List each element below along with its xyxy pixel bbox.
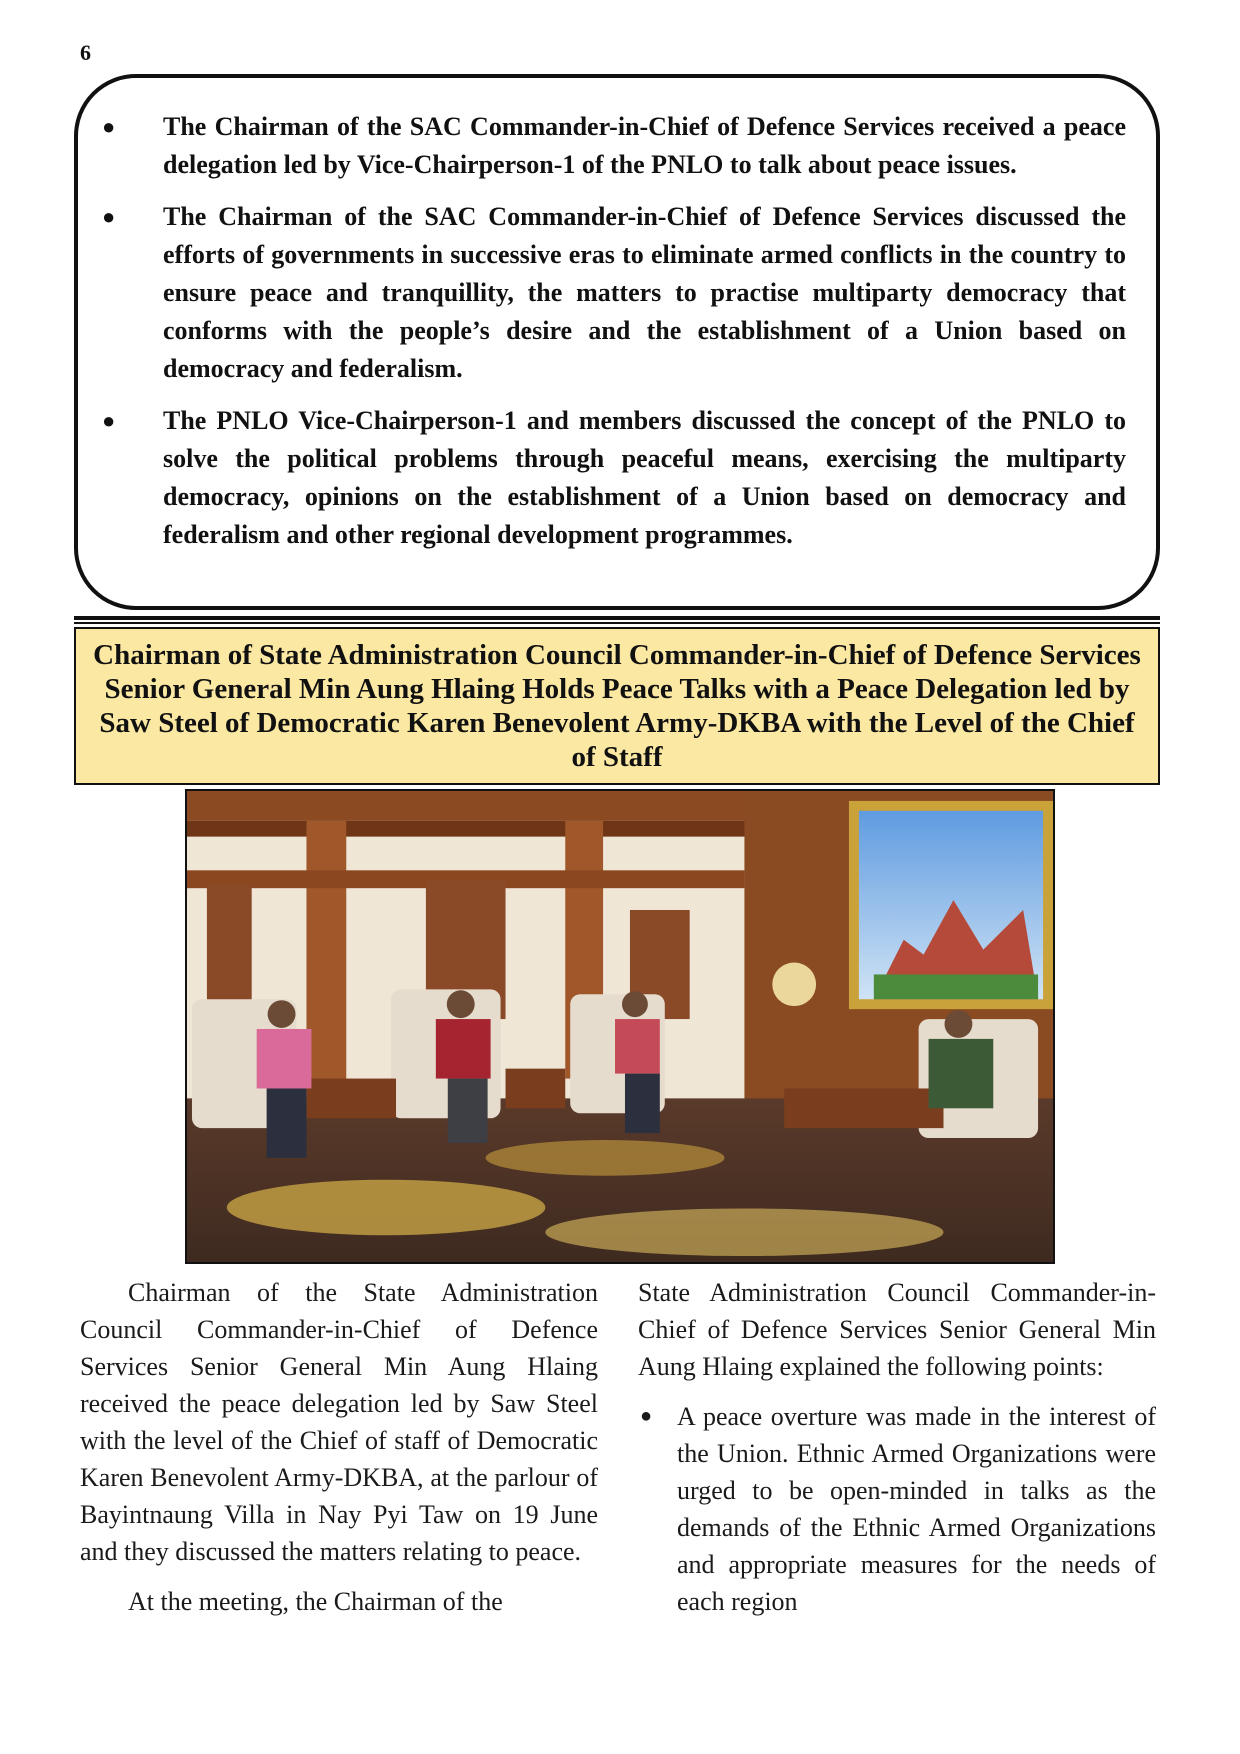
summary-bullet-text: The PNLO Vice-Chairperson-1 and members discussed the concept of the PNLO to solve the political problems through peaceful means, exercising the multiparty democracy, opinions on the establishment of a Union based on democracy and federalism and other regional development programmes. (163, 406, 1126, 549)
summary-bullet-text: The Chairman of the SAC Commander-in-Chief of Defence Services discussed the efforts of governments in successive eras to eliminate armed conflicts in the country to ensure peace and tranquillity, the matters to practise multiparty democracy that conforms with the people’s desire and the establishment of a Union based on democracy and federalism. (163, 202, 1126, 383)
summary-box (74, 74, 1160, 610)
article-bullet (638, 1398, 1156, 1620)
article-paragraph: State Administration Council Commander-in-Chief of Defence Services Senior General Min Aung Hlaing explained the following points: (638, 1278, 1156, 1381)
summary-bullet (98, 108, 1126, 184)
article-paragraph: At the meeting, the Chairman of the (128, 1587, 503, 1616)
article-bullet-list (638, 1398, 1156, 1620)
bullet-icon: ● (102, 204, 116, 229)
summary-bullet-text: The Chairman of the SAC Commander-in-Chief of Defence Services received a peace delegation led by Vice-Chairperson-1 of the PNLO to talk about peace issues. (163, 112, 1126, 179)
divider-rule (74, 616, 1160, 620)
bullet-icon: ● (102, 408, 116, 433)
headline-title: Chairman of State Administration Council Commander-in-Chief of Defence Services Senior General Min Aung Hlaing Holds Peace Talks with a Peace Delegation led by Saw Steel of Democratic Karen Benevolent Army-DKBA with the Level of the Chief of Staff (93, 639, 1141, 773)
summary-list (98, 108, 1126, 554)
article-paragraph: Chairman of the State Administration Council Commander-in-Chief of Defence Services Senior General Min Aung Hlaing received the peace delegation led by Saw Steel with the level of the Chief of staff of Democratic Karen Benevolent Army-DKBA, at the parlour of Bayintnaung Villa in Nay Pyi Taw on 19 June and they discussed the matters relating to peace. (80, 1278, 598, 1566)
bullet-icon: ● (102, 114, 116, 139)
divider-rule (74, 622, 1160, 624)
bullet-icon: ● (640, 1405, 653, 1427)
article-right-column (638, 1274, 1156, 1620)
headline-box (74, 627, 1160, 785)
article-bullet-text: A peace overture was made in the interest of the Union. Ethnic Armed Organizations were urged to be open-minded in talks as the demands of the Ethnic Armed Organizations and appropriate measures for the needs of each region (677, 1402, 1156, 1616)
article-left-column (80, 1274, 598, 1633)
page-number: 6 (80, 40, 91, 65)
meeting-photo (185, 789, 1055, 1264)
summary-bullet (98, 198, 1126, 388)
summary-bullet (98, 402, 1126, 554)
